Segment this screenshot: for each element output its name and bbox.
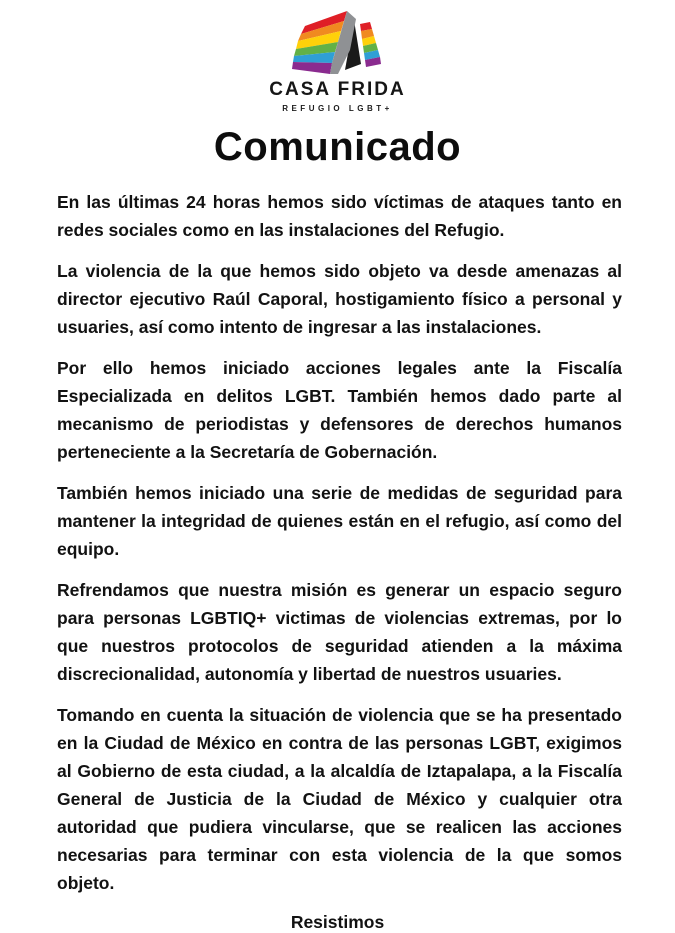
page-title: Comunicado <box>213 125 462 169</box>
paragraph-6: Tomando en cuenta la situación de violencia que se ha presentado en la Ciudad de México en contra de las personas LGBT, exigimos al Gobierno de esta ciudad, a la alcaldía de Iztapalapa, a la Fiscalía General de Justicia de la Ciudad de México y cualquier otra autoridad que pudiera vincularse, que se realicen las acciones necesarias para terminar con esta violencia de la que somos objeto. <box>57 705 622 893</box>
paragraph-2: La violencia de la que hemos sido objeto va desde amenazas al director ejecutivo Raúl Caporal, hostigamiento físico a personal y usuaries, así como intento de ingresar a las instalaciones. <box>57 261 622 337</box>
paragraph-1: En las últimas 24 horas hemos sido víctimas de ataques tanto en redes sociales como en las instalaciones del Refugio. <box>57 192 622 240</box>
body-text <box>0 170 675 897</box>
closing-line: Resistimos <box>290 912 385 932</box>
paragraph-3: Por ello hemos iniciado acciones legales ante la Fiscalía Especializada en delitos LGBT. También hemos dado parte al mecanismo de periodistas y defensores de derechos humanos perteneciente a la Secretaría de Gobernación. <box>57 358 622 462</box>
tent-stripe-purple <box>292 62 332 74</box>
logo-subtitle: REFUGIO LGBT+ <box>282 104 393 113</box>
logo-block <box>0 0 675 113</box>
paragraph-5: Refrendamos que nuestra misión es generar un espacio seguro para personas LGBTIQ+ victimas de violencias extremas, por lo que nuestros protocolos de seguridad atienden a la máxima discrecionalidad, autonomía y libertad de nuestros usuaries. <box>57 580 622 684</box>
closing-block <box>0 912 675 933</box>
logo-wordmark: CASA FRIDA <box>269 79 406 100</box>
casa-frida-tent-logo <box>290 6 385 78</box>
paragraph-4: También hemos iniciado una serie de medidas de seguridad para mantener la integridad de quienes están en el refugio, así como del equipo. <box>57 483 622 559</box>
